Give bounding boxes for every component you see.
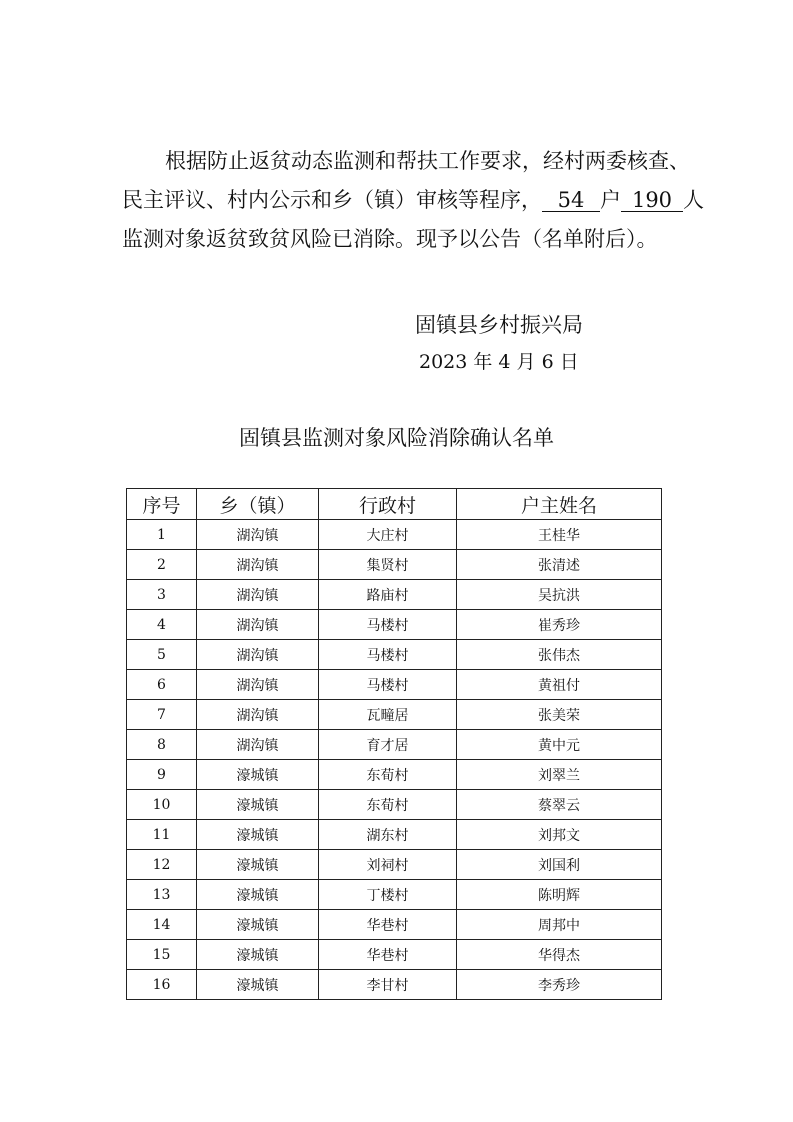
table-body: [127, 520, 662, 1000]
row-village: 路庙村: [319, 580, 457, 610]
list-title: 固镇县监测对象风险消除确认名单: [239, 426, 554, 450]
row-householder: 吴抗洪: [457, 580, 662, 610]
table-row: [127, 820, 662, 850]
row-index: 8: [127, 730, 197, 760]
row-index: 1: [127, 520, 197, 550]
row-village: 马楼村: [319, 670, 457, 700]
confirmation-list-table: [126, 488, 662, 1000]
row-village: 华巷村: [319, 910, 457, 940]
row-index: 11: [127, 820, 197, 850]
row-index: 5: [127, 640, 197, 670]
persons-count: 190: [621, 189, 683, 212]
table-row: [127, 550, 662, 580]
table-header-row: [127, 489, 662, 520]
row-town: 濠城镇: [197, 760, 319, 790]
row-householder: 王桂华: [457, 520, 662, 550]
row-householder: 刘邦文: [457, 820, 662, 850]
row-index: 4: [127, 610, 197, 640]
table-row: [127, 610, 662, 640]
row-index: 9: [127, 760, 197, 790]
row-village: 东荀村: [319, 760, 457, 790]
signature-date: 2023 年 4 月 6 日: [419, 351, 579, 373]
table-row: [127, 940, 662, 970]
row-householder: 张伟杰: [457, 640, 662, 670]
header-index: 序号: [127, 489, 197, 520]
row-householder: 张清述: [457, 550, 662, 580]
header-village: 行政村: [319, 489, 457, 520]
row-village: 大庄村: [319, 520, 457, 550]
row-town: 濠城镇: [197, 970, 319, 1000]
row-index: 3: [127, 580, 197, 610]
households-count: 54: [542, 189, 600, 212]
persons-unit: 人: [683, 188, 704, 212]
row-index: 6: [127, 670, 197, 700]
row-village: 丁楼村: [319, 880, 457, 910]
notice-line-3: 监测对象返贫致贫风险已消除。现予以公告（名单附后）。: [122, 227, 658, 251]
row-village: 马楼村: [319, 640, 457, 670]
signature-organization: 固镇县乡村振兴局: [415, 313, 583, 337]
table-row: [127, 520, 662, 550]
row-householder: 陈明辉: [457, 880, 662, 910]
row-town: 湖沟镇: [197, 520, 319, 550]
row-index: 13: [127, 880, 197, 910]
row-index: 16: [127, 970, 197, 1000]
row-town: 湖沟镇: [197, 730, 319, 760]
row-householder: 蔡翠云: [457, 790, 662, 820]
row-town: 湖沟镇: [197, 670, 319, 700]
row-index: 2: [127, 550, 197, 580]
table-row: [127, 970, 662, 1000]
row-householder: 张美荣: [457, 700, 662, 730]
table-row: [127, 700, 662, 730]
row-town: 濠城镇: [197, 880, 319, 910]
notice-line-2-prefix: 民主评议、村内公示和乡（镇）审核等程序，: [122, 188, 542, 212]
table-row: [127, 730, 662, 760]
row-village: 东荀村: [319, 790, 457, 820]
row-index: 14: [127, 910, 197, 940]
row-householder: 周邦中: [457, 910, 662, 940]
row-index: 15: [127, 940, 197, 970]
table-row: [127, 580, 662, 610]
table-row: [127, 850, 662, 880]
row-village: 集贤村: [319, 550, 457, 580]
table-row: [127, 910, 662, 940]
row-householder: 刘翠兰: [457, 760, 662, 790]
row-village: 华巷村: [319, 940, 457, 970]
row-householder: 华得杰: [457, 940, 662, 970]
households-unit: 户: [600, 188, 621, 212]
table-row: [127, 790, 662, 820]
row-town: 濠城镇: [197, 850, 319, 880]
header-town: 乡（镇）: [197, 489, 319, 520]
row-index: 10: [127, 790, 197, 820]
row-index: 7: [127, 700, 197, 730]
table-row: [127, 880, 662, 910]
row-town: 濠城镇: [197, 910, 319, 940]
row-village: 育才居: [319, 730, 457, 760]
row-village: 李甘村: [319, 970, 457, 1000]
row-town: 濠城镇: [197, 820, 319, 850]
row-village: 湖东村: [319, 820, 457, 850]
notice-line-1: 根据防止返贫动态监测和帮扶工作要求，经村两委核查、: [165, 149, 690, 173]
notice-paragraph: [122, 142, 704, 259]
row-village: 马楼村: [319, 610, 457, 640]
row-village: 瓦疃居: [319, 700, 457, 730]
notice-line-2: [122, 181, 704, 220]
row-householder: 黄祖付: [457, 670, 662, 700]
row-town: 濠城镇: [197, 790, 319, 820]
table-row: [127, 670, 662, 700]
row-town: 濠城镇: [197, 940, 319, 970]
table-row: [127, 760, 662, 790]
row-town: 湖沟镇: [197, 700, 319, 730]
table-row: [127, 640, 662, 670]
row-householder: 李秀珍: [457, 970, 662, 1000]
row-town: 湖沟镇: [197, 580, 319, 610]
header-householder: 户主姓名: [457, 489, 662, 520]
row-town: 湖沟镇: [197, 610, 319, 640]
row-town: 湖沟镇: [197, 550, 319, 580]
row-index: 12: [127, 850, 197, 880]
row-householder: 崔秀珍: [457, 610, 662, 640]
row-village: 刘祠村: [319, 850, 457, 880]
row-town: 湖沟镇: [197, 640, 319, 670]
row-householder: 黄中元: [457, 730, 662, 760]
row-householder: 刘国利: [457, 850, 662, 880]
